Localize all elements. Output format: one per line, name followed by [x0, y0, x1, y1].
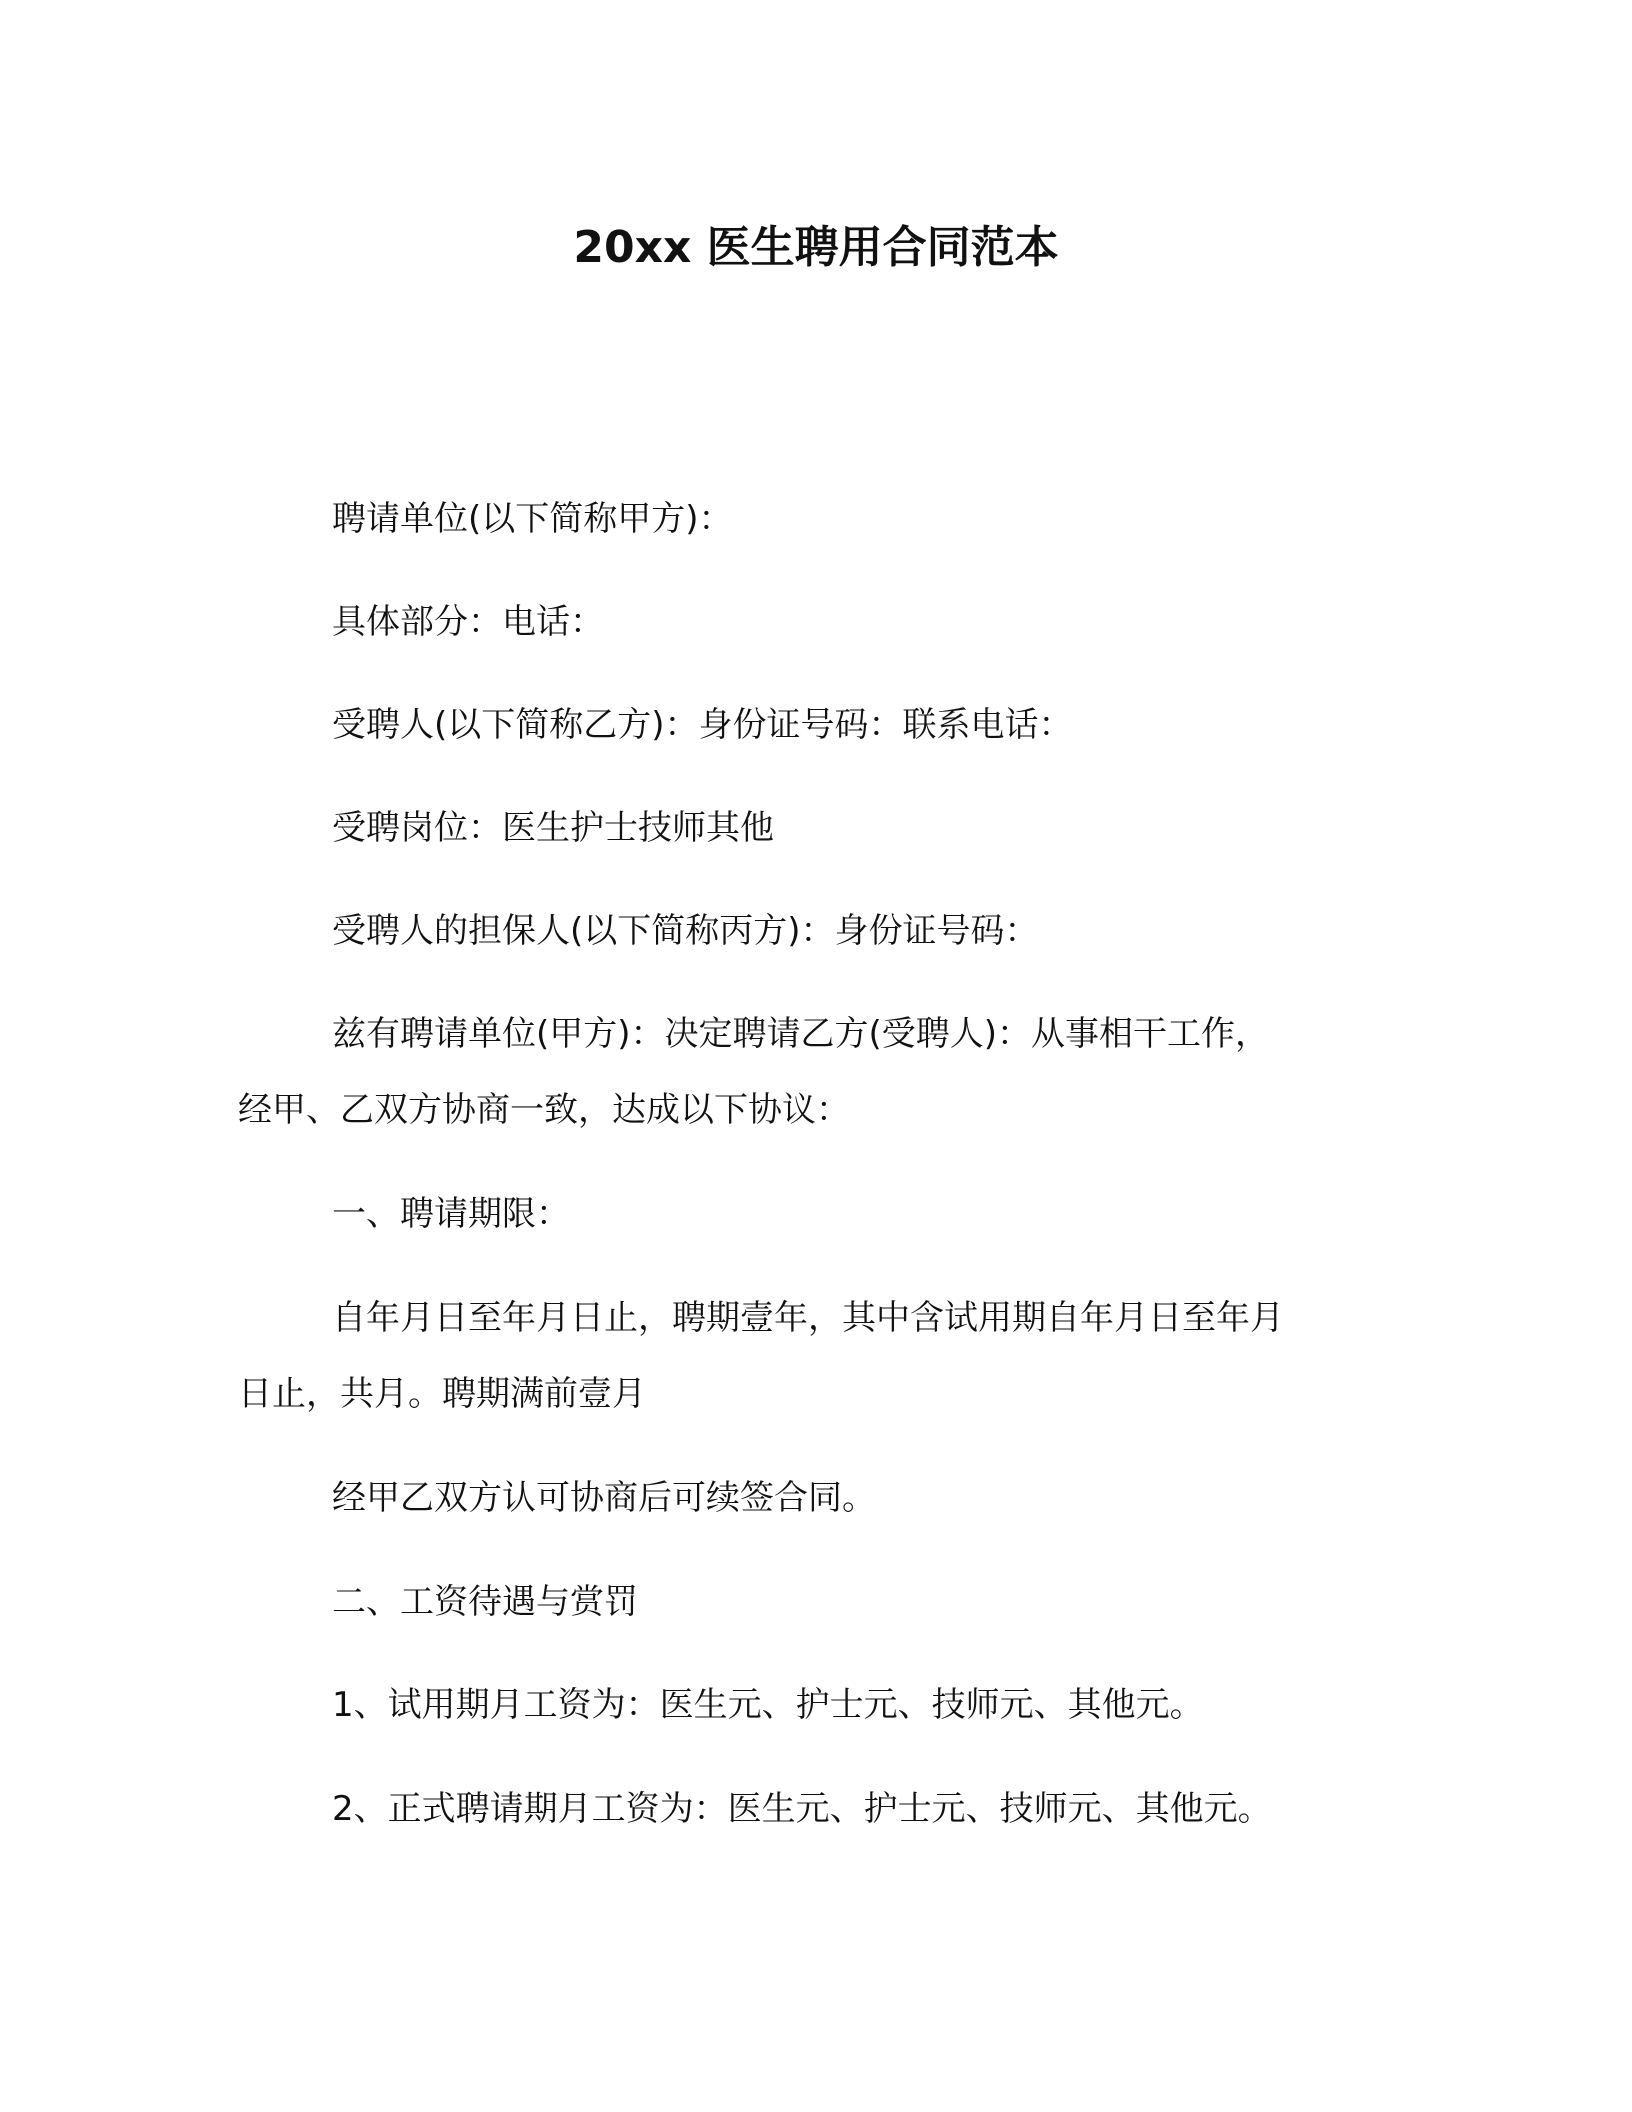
section-heading-term: 一、聘请期限：	[332, 1194, 570, 1234]
term-text-line-2: 日止，共月。聘期满前壹月	[238, 1374, 646, 1414]
document-title: 20xx 医生聘用合同范本	[573, 222, 1059, 273]
term-renewal: 经甲乙双方认可协商后可续签合同。	[332, 1478, 876, 1518]
salary-probation: 1、试用期月工资为：医生元、护士元、技师元、其他元。	[332, 1685, 1204, 1725]
clause-guarantor: 受聘人的担保人(以下简称丙方)：身份证号码：	[332, 911, 1039, 951]
clause-position: 受聘岗位：医生护士技师其他	[332, 808, 774, 848]
clause-intro-line-1: 兹有聘请单位(甲方)：决定聘请乙方(受聘人)：从事相干工作，	[332, 1014, 1270, 1054]
term-text-line-1: 自年月日至年月日止，聘期壹年，其中含试用期自年月日至年月	[332, 1298, 1284, 1338]
clause-intro-line-2: 经甲、乙双方协商一致，达成以下协议：	[238, 1090, 850, 1130]
clause-department-phone: 具体部分：电话：	[332, 602, 604, 642]
clause-employee: 受聘人(以下简称乙方)：身份证号码：联系电话：	[332, 705, 1073, 745]
clause-employer: 聘请单位(以下简称甲方)：	[332, 499, 733, 539]
salary-formal: 2、正式聘请期月工资为：医生元、护士元、技师元、其他元。	[332, 1789, 1272, 1829]
section-heading-salary: 二、工资待遇与赏罚	[332, 1582, 638, 1622]
